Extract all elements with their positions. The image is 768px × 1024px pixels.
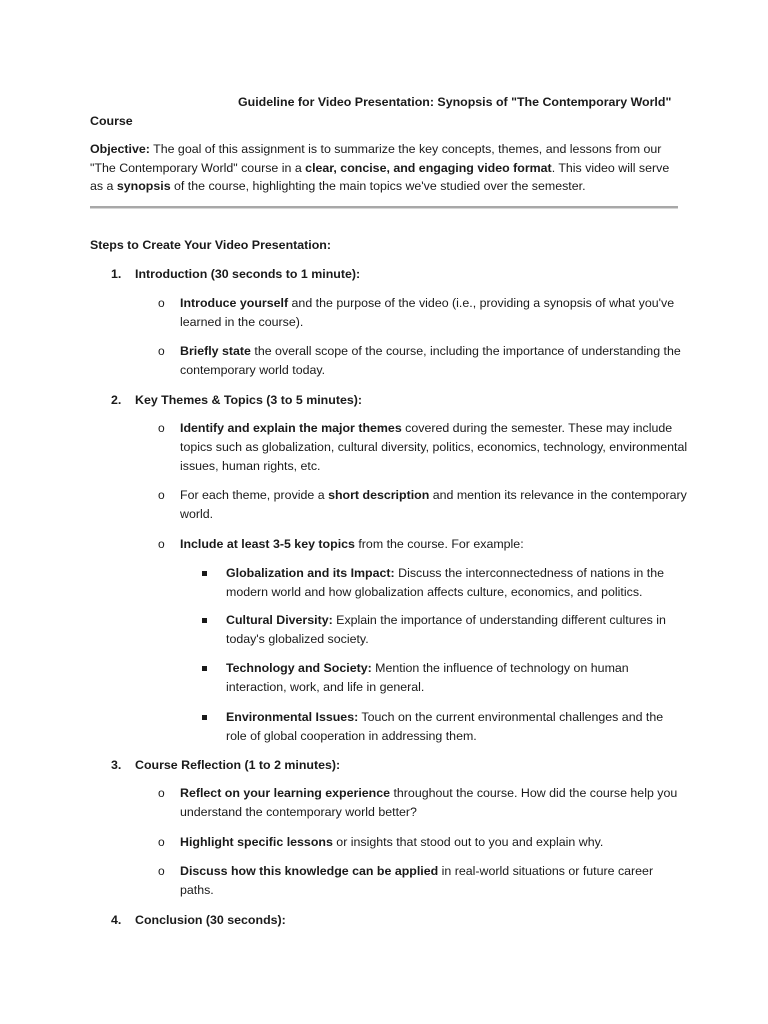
square-bullet-icon xyxy=(202,666,207,671)
list-item: o Reflect on your learning experience throughout the course. How did the course help you understand the contemporary world better? xyxy=(158,786,678,819)
list-item: o Introduce yourself and the purpose of the video (i.e., providing a synopsis of what you've learned in the course). xyxy=(158,296,675,329)
list-item: o Highlight specific lessons or insights that stood out to you and explain why. xyxy=(158,833,688,852)
list-item: o Identify and explain the major themes covered during the semester. These may include topics such as globalization, cultural diversity, politics, economics, technology, environmental issues, human rights, etc. xyxy=(158,421,688,473)
document-title xyxy=(90,93,690,131)
title-line-1: Guideline for Video Presentation: Synopsis of "The Contemporary World" xyxy=(238,95,672,109)
circle-bullet-icon: o xyxy=(158,296,165,310)
objective-paragraph: Objective: The goal of this assignment is to summarize the key concepts, themes, and lessons from our "The Contemporary World" course in a clear, concise, and engaging video format. This video will serve as a synopsis of the course, highlighting the main topics we've studied over the semester. xyxy=(90,142,670,193)
list-item: o For each theme, provide a short description and mention its relevance in the contemporary world. xyxy=(158,488,687,521)
list-item: o Include at least 3-5 key topics from the course. For example: xyxy=(158,535,688,554)
circle-bullet-icon: o xyxy=(158,786,165,800)
list-item: o Briefly state the overall scope of the course, including the importance of understanding the contemporary world today. xyxy=(158,344,681,377)
circle-bullet-icon: o xyxy=(158,344,165,358)
list-item: Environmental Issues: Touch on the current environmental challenges and the role of global cooperation in addressing them. xyxy=(202,708,682,745)
horizontal-divider xyxy=(90,206,678,209)
circle-bullet-icon: o xyxy=(158,864,165,878)
square-bullet-icon xyxy=(202,618,207,623)
section-3-heading: 3. Course Reflection (1 to 2 minutes): xyxy=(111,758,341,772)
square-bullet-icon xyxy=(202,571,207,576)
title-line-2: Course xyxy=(90,114,133,128)
section-4-heading: 4. Conclusion (30 seconds): xyxy=(111,913,286,927)
circle-bullet-icon: o xyxy=(158,421,165,435)
list-item: Cultural Diversity: Explain the importance of understanding different cultures in today's globalized society. xyxy=(202,611,682,648)
list-item: Technology and Society: Mention the influence of technology on human interaction, work, and life in general. xyxy=(202,659,682,696)
steps-heading: Steps to Create Your Video Presentation: xyxy=(90,238,331,252)
square-bullet-icon xyxy=(202,715,207,720)
section-2-heading: 2. Key Themes & Topics (3 to 5 minutes): xyxy=(111,393,362,407)
list-item: Globalization and its Impact: Discuss the interconnectedness of nations in the modern world and how globalization affects culture, economics, and politics. xyxy=(202,564,682,601)
circle-bullet-icon: o xyxy=(158,488,165,502)
list-item: o Discuss how this knowledge can be applied in real-world situations or future career paths. xyxy=(158,864,654,897)
objective-label: Objective: xyxy=(90,142,150,156)
circle-bullet-icon: o xyxy=(158,537,165,551)
circle-bullet-icon: o xyxy=(158,835,165,849)
section-1-heading: 1. Introduction (30 seconds to 1 minute): xyxy=(111,267,361,281)
